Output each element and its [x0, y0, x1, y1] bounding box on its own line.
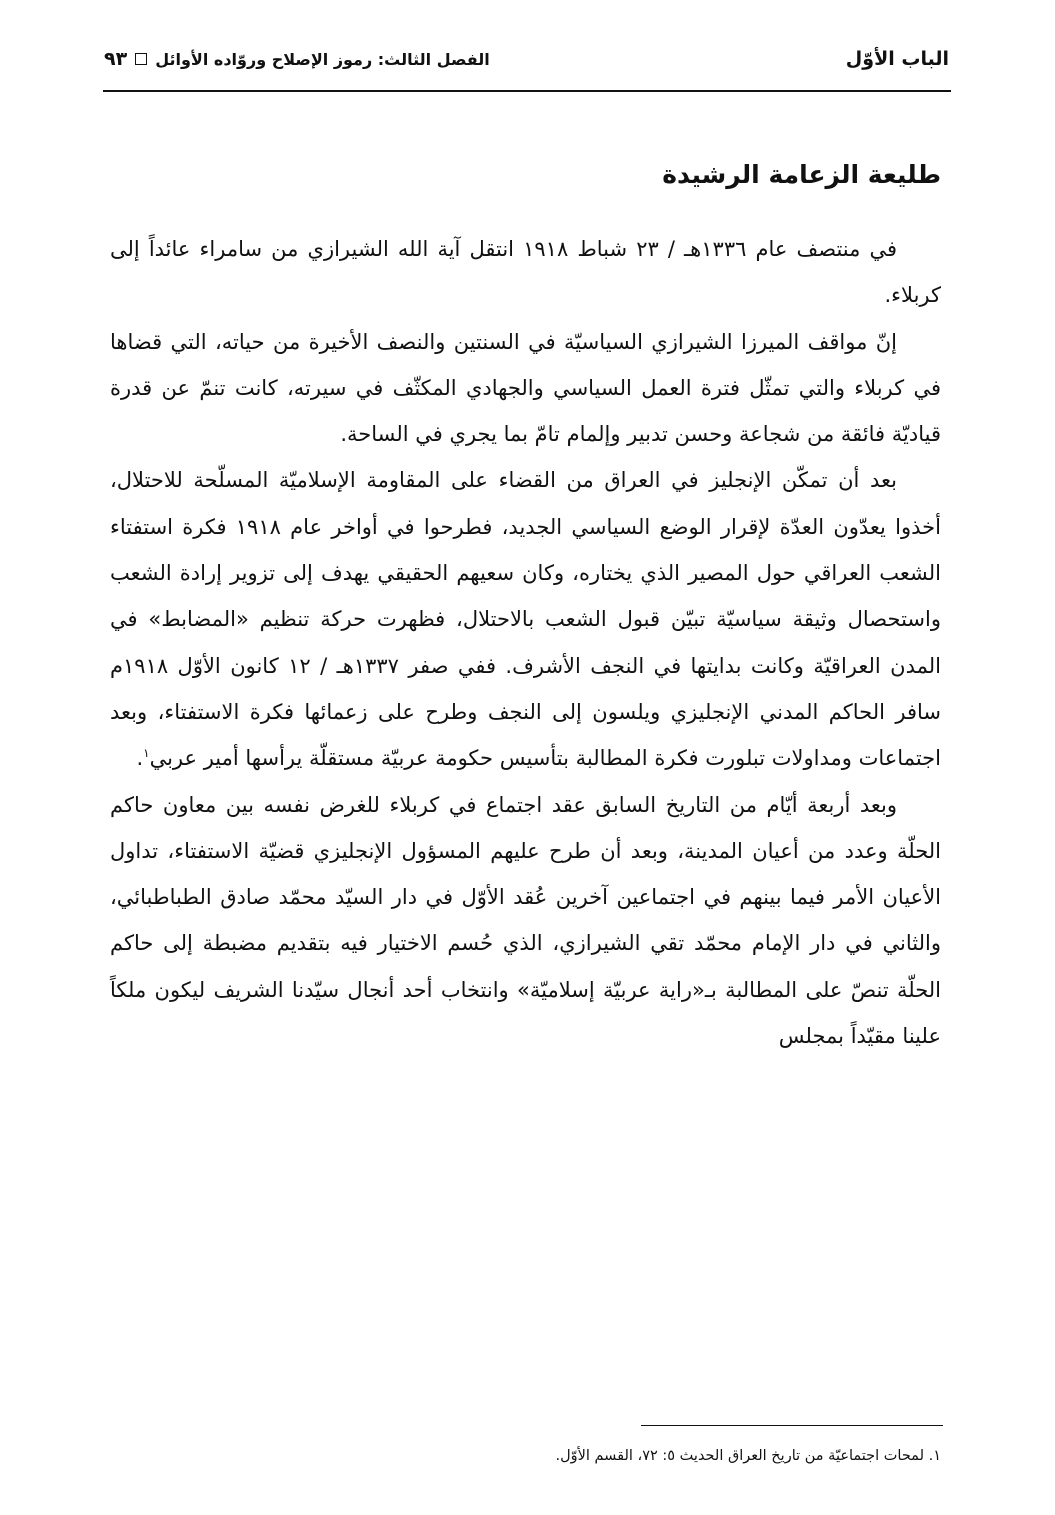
footnote-rule	[641, 1425, 943, 1426]
section-title: طليعة الزعامة الرشيدة	[662, 160, 941, 189]
running-header	[104, 42, 949, 76]
header-rule	[103, 90, 951, 92]
paragraph-text: بعد أن تمكّن الإنجليز في العراق من القضاء على المقاومة الإسلاميّة المسلّحة للاحتلال، أخذوا يعدّون العدّة لإقرار الوضع السياسي الجديد، فطرحوا في أواخر عام ١٩١٨ فكرة استفتاء الشعب العراقي حول المصير الذي يختاره، وكان سعيهم الحقيقي يهدف إلى تزوير إرادة الشعب واستحصال وثيقة سياسيّة تبيّن قبول الشعب بالاحتلال، فظهرت حركة تنظيم «المضابط» في المدن العراقيّة وكانت بدايتها في النجف الأشرف. ففي صفر ١٣٣٧هـ / ١٢ كانون الأوّل ١٩١٨م سافر الحاكم المدني الإنجليزي ويلسون إلى النجف وطرح على زعمائها فكرة الاستفتاء، وبعد اجتماعات ومداولات تبلورت فكرة المطالبة بتأسيس حكومة عربيّة مستقلّة يرأسها أمير عربي	[110, 468, 941, 771]
paragraph: وبعد أربعة أيّام من التاريخ السابق عقد اجتماع في كربلاء للغرض نفسه بين معاون حاكم الحلّة وعدد من أعيان المدينة، وبعد أن طرح عليهم المسؤول الإنجليزي قضيّة الاستفتاء، تداول الأعيان الأمر فيما بينهم في اجتماعين آخرين عُقد الأوّل في دار السيّد محمّد صادق الطباطبائي، والثاني في دار الإمام محمّد تقي الشيرازي، الذي حُسم الاختيار فيه بتقديم مضبطة إلى حاكم الحلّة تنصّ على المطالبة بـ«راية عربيّة إسلاميّة» وانتخاب أحد أنجال سيّدنا الشريف ليكون ملكاً علينا مقيّداً بمجلس	[110, 792, 941, 1049]
paragraph-end-mark: .	[136, 746, 144, 771]
chapter-title: الفصل الثالث: رموز الإصلاح وروّاده الأوائل	[155, 49, 490, 69]
part-title: الباب الأوّل	[845, 48, 949, 70]
page-number: ٩٣	[104, 48, 128, 70]
footnote: ١. لمحات اجتماعيّة من تاريخ العراق الحديث ٥: ٧٢، القسم الأوّل.	[555, 1448, 941, 1464]
paragraph	[110, 457, 941, 781]
paragraph: في منتصف عام ١٣٣٦هـ / ٢٣ شباط ١٩١٨ انتقل آية الله الشيرازي من سامراء عائداً إلى كربلاء.	[110, 237, 941, 308]
header-left-group	[104, 48, 490, 70]
square-separator-icon	[135, 53, 147, 65]
paragraph: إنّ مواقف الميرزا الشيرازي السياسيّة في السنتين والنصف الأخيرة من حياته، التي قضاها في كربلاء والتي تمثّل فترة العمل السياسي والجهادي المكثّف في سيرته، كانت تنمّ عن قدرة قياديّة فائقة من شجاعة وحسن تدبير وإلمام تامّ بما يجري في الساحة.	[110, 329, 941, 447]
footnote-reference: ١	[143, 746, 150, 761]
body-text	[110, 226, 941, 1059]
